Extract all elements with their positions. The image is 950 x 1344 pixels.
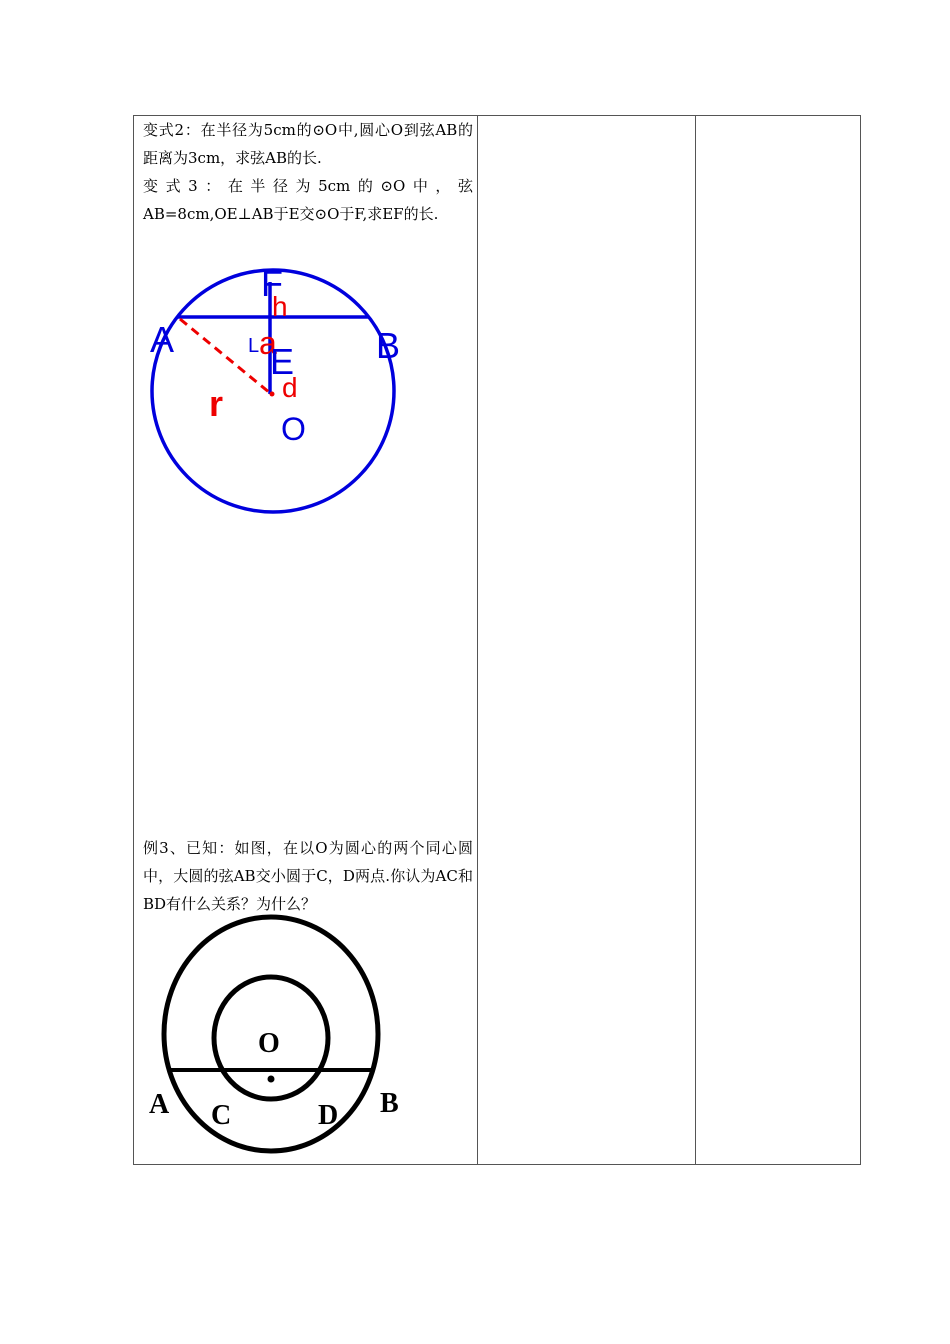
label-e: E bbox=[270, 341, 295, 382]
center-dot bbox=[268, 1076, 275, 1083]
example3-text: 例3、已知：如图，在以O为圆心的两个同心圆中，大圆的弦AB交小圆于C，D两点.你认为AC和BD有什么关系？为什么？ bbox=[143, 839, 473, 913]
variant3-text: 变式3：在半径为5cm的⊙O中，弦AB=8cm,OE⊥AB于E交⊙O于F,求EF的长. bbox=[143, 177, 473, 223]
label-b: B bbox=[376, 325, 401, 366]
label-a: A bbox=[149, 1089, 170, 1120]
label-a: A bbox=[150, 319, 175, 360]
label-d: d bbox=[282, 372, 298, 403]
label-a-lower: a bbox=[259, 325, 277, 361]
label-h: h bbox=[272, 291, 288, 322]
label-o: O bbox=[281, 411, 306, 447]
variant2-text: 变式2：在半径为5cm的⊙O中,圆心O到弦AB的距离为3cm，求弦AB的长. bbox=[143, 121, 473, 167]
label-d: D bbox=[318, 1100, 339, 1131]
label-b: B bbox=[380, 1088, 399, 1119]
label-o: O bbox=[258, 1028, 280, 1059]
label-f: F bbox=[261, 263, 283, 304]
right-angle-mark: L bbox=[248, 335, 260, 357]
label-c: C bbox=[211, 1100, 232, 1131]
label-r: r bbox=[209, 383, 224, 424]
